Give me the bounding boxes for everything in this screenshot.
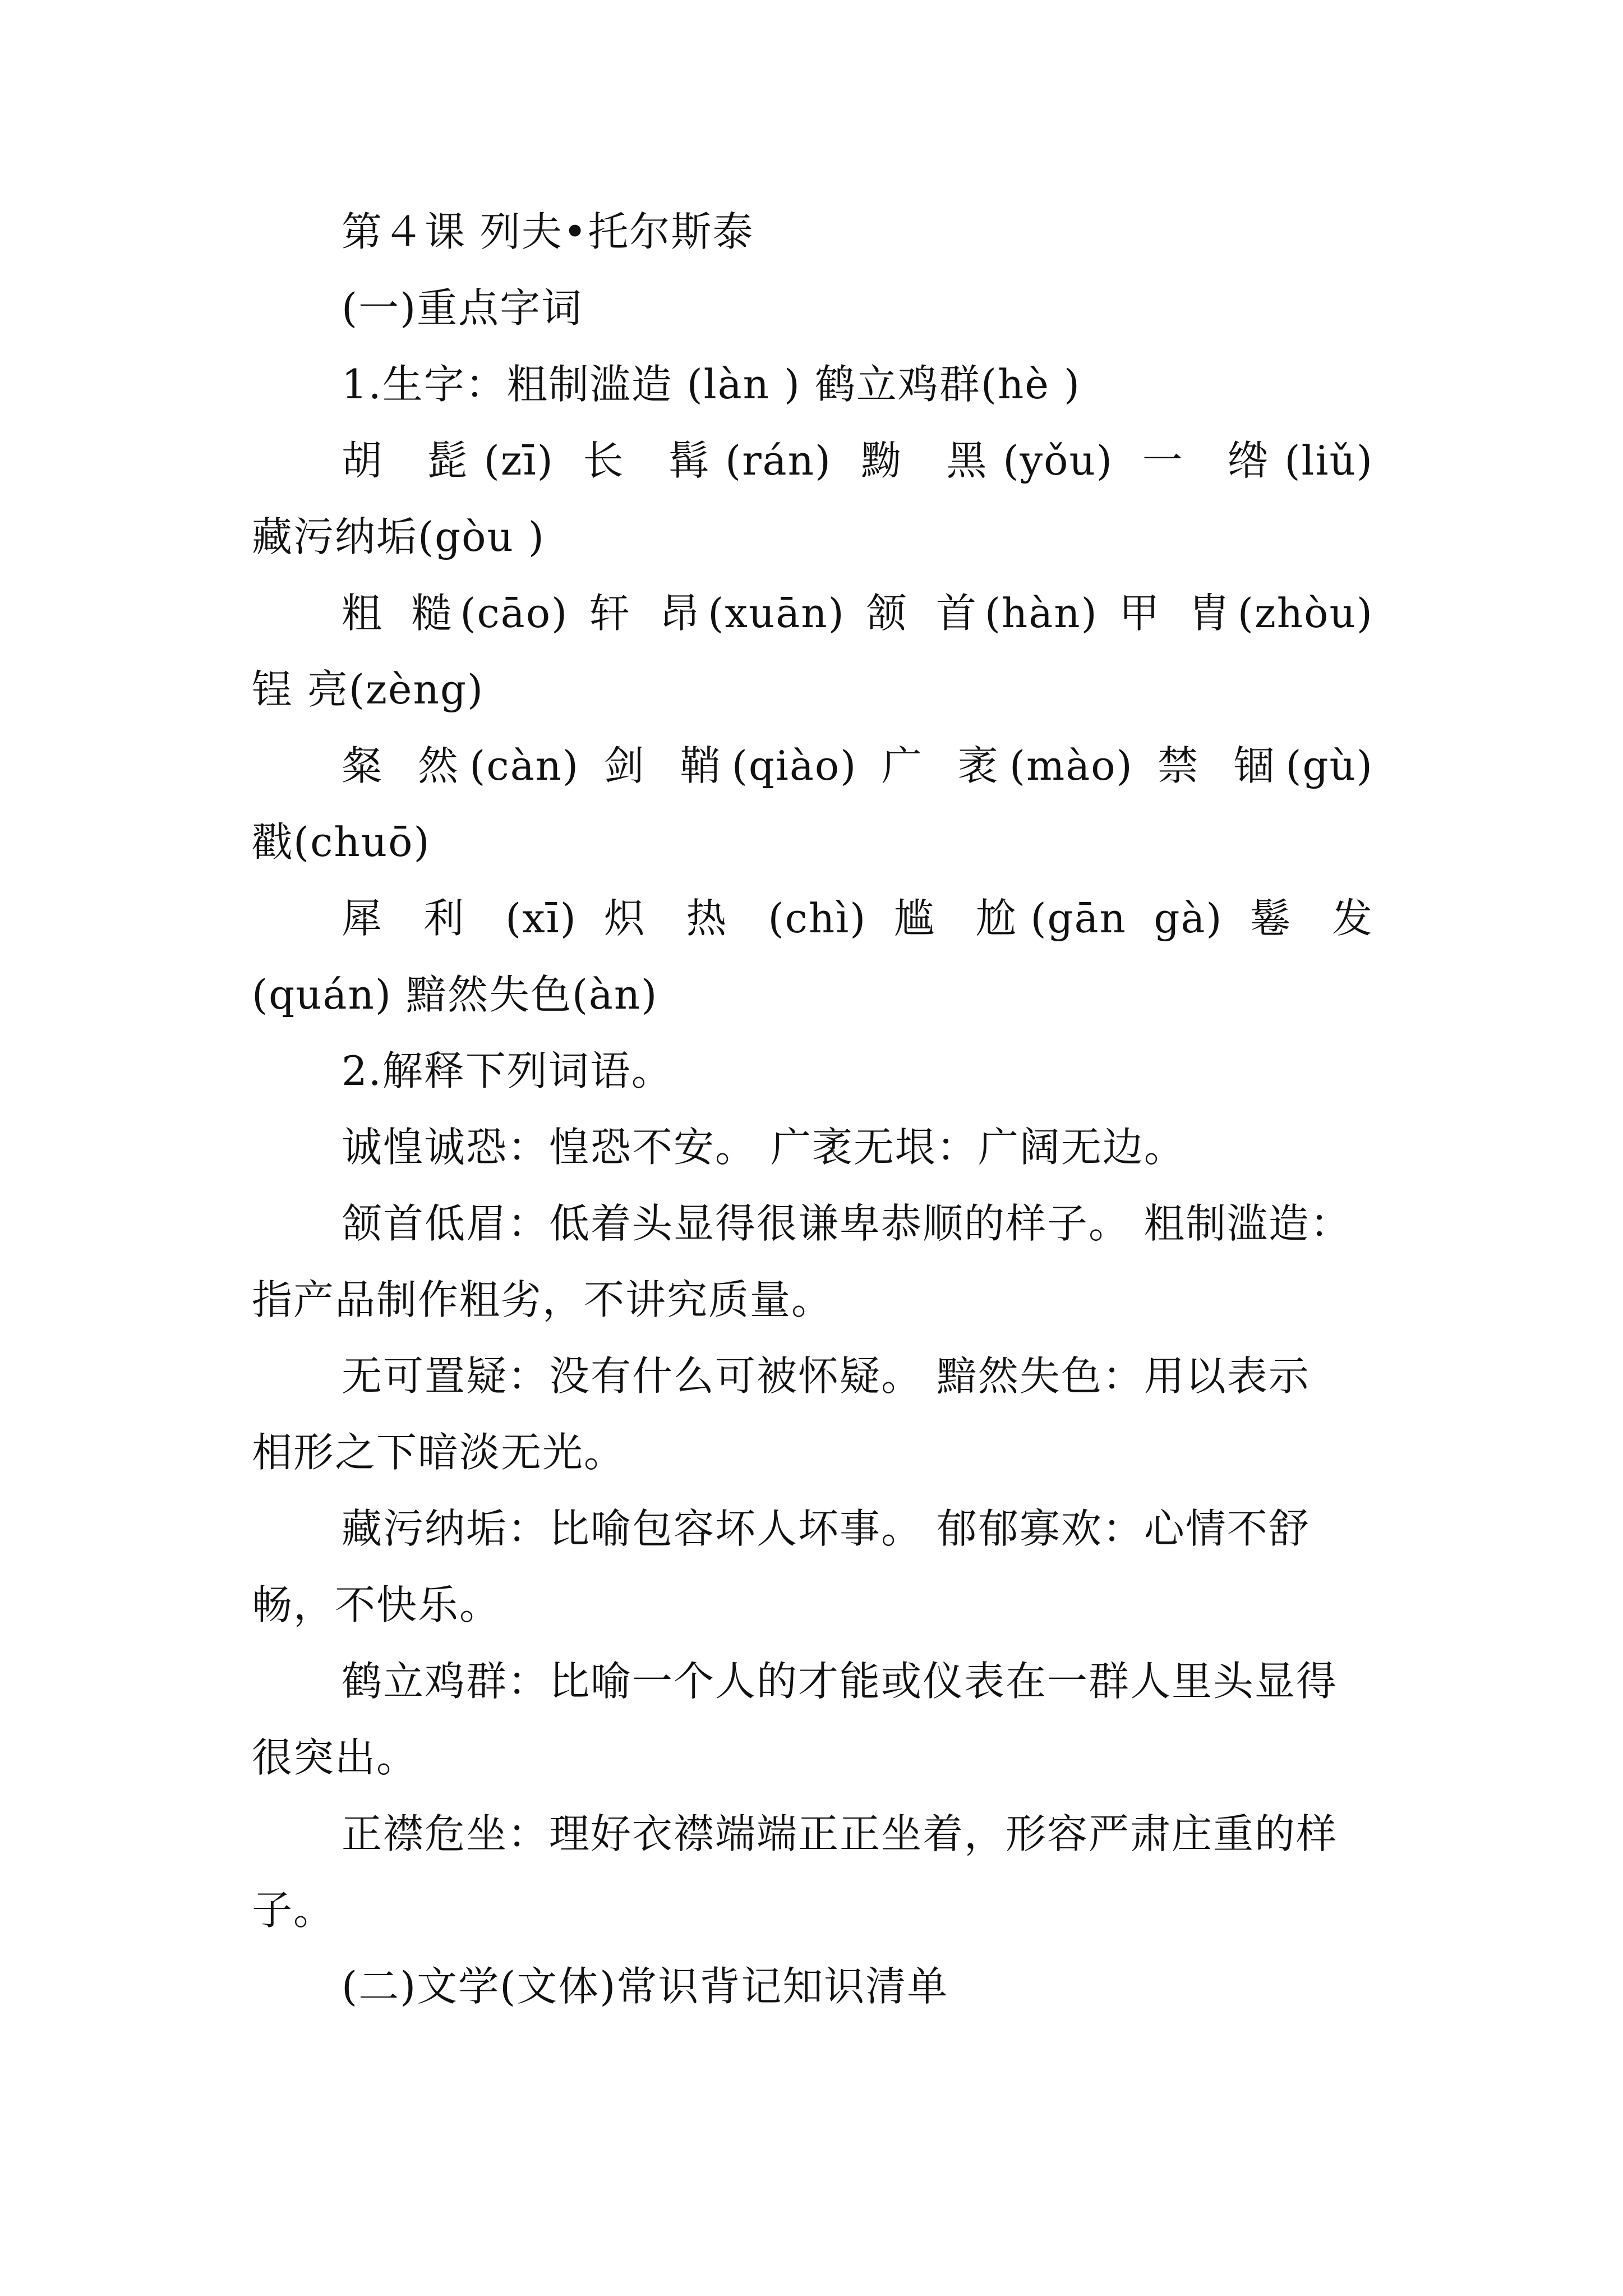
- item-explain-words: 2.解释下列词语。: [342, 1047, 673, 1094]
- definition-line-6b: 子。: [252, 1887, 335, 1934]
- section-heading-literature: (二)文学(文体)常识背记知识清单: [342, 1963, 949, 2010]
- definition-line-5b: 很突出。: [252, 1734, 418, 1781]
- pinyin-line-2: 藏污纳垢(gòu ): [252, 513, 545, 560]
- definition-line-5a: 鹤立鸡群：比喻一个人的才能或仪表在一群人里头显得: [342, 1658, 1338, 1705]
- pinyin-line-1: 胡 髭(zī) 长 髯(rán) 黝 黑(yǒu) 一 绺(liǔ): [342, 437, 1373, 484]
- section-heading-key-words: (一)重点字词: [342, 284, 583, 332]
- definition-line-4b: 畅，不快乐。: [252, 1581, 501, 1628]
- lesson-title: 第４课 列夫•托尔斯泰: [342, 208, 754, 255]
- pinyin-line-5: 粲 然(càn) 剑 鞘(qiào) 广 袤(mào) 禁 锢(gù): [342, 742, 1373, 789]
- definition-line-1: 诚惶诚恐：惶恐不安。 广袤无垠：广阔无边。: [342, 1124, 1186, 1171]
- pinyin-line-7: 犀 利 (xī) 炽 热 (chì) 尴 尬(gān gà) 鬈 发: [342, 895, 1373, 942]
- pinyin-line-8: (quán) 黯然失色(àn): [252, 971, 658, 1018]
- pinyin-line-6: 戳(chuō): [252, 818, 431, 866]
- pinyin-line-3: 粗 糙(cāo) 轩 昂(xuān) 颔 首(hàn) 甲 胄(zhòu): [342, 590, 1373, 637]
- definition-line-3a: 无可置疑：没有什么可被怀疑。 黯然失色：用以表示: [342, 1352, 1310, 1400]
- item-new-characters: 1.生字：粗制滥造 (làn ) 鹤立鸡群(hè ): [342, 361, 1081, 408]
- definition-line-6a: 正襟危坐：理好衣襟端端正正坐着，形容严肃庄重的样: [342, 1810, 1338, 1857]
- definition-line-2a: 颔首低眉：低着头显得很谦卑恭顺的样子。 粗制滥造：: [342, 1200, 1352, 1247]
- definition-line-3b: 相形之下暗淡无光。: [252, 1429, 626, 1476]
- definition-line-2b: 指产品制作粗劣，不讲究质量。: [252, 1276, 833, 1323]
- pinyin-line-4: 锃 亮(zèng): [252, 666, 485, 713]
- definition-line-4a: 藏污纳垢：比喻包容坏人坏事。 郁郁寡欢：心情不舒: [342, 1505, 1310, 1552]
- document-body: [252, 194, 1373, 2024]
